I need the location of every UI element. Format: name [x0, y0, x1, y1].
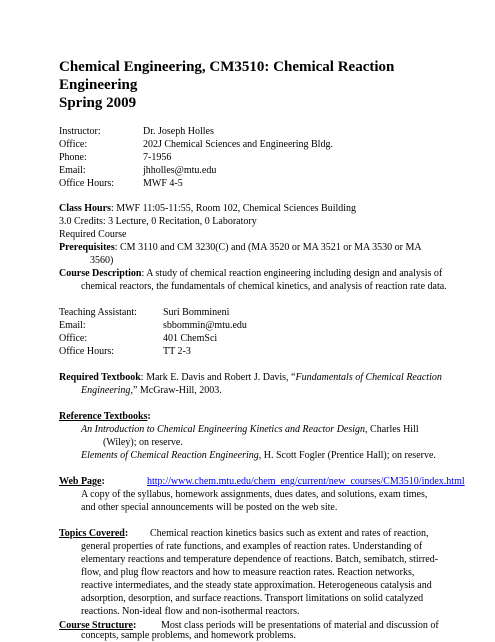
office-row: [59, 139, 333, 151]
ta-value: Suri Bommineni: [163, 307, 230, 318]
description-row: [59, 268, 442, 280]
reference-book-2-title: Elements of Chemical Reaction Engineering: [81, 450, 259, 461]
office-label: Office:: [59, 139, 88, 150]
web-page-colon: :: [101, 476, 105, 487]
ta-email-label: Email:: [59, 320, 86, 331]
reference-colon: :: [147, 411, 151, 422]
reference-heading: [59, 411, 151, 423]
phone-label: Phone:: [59, 152, 87, 163]
topics-line-7: reactions. Non-ideal flow and non-isothermal reactors.: [81, 606, 300, 617]
ta-label: Teaching Assistant:: [59, 307, 137, 318]
ta-row: [59, 307, 230, 319]
topics-colon: :: [124, 528, 129, 539]
reference-book-2: [81, 450, 436, 462]
title-line-1: Chemical Engineering, CM3510: Chemical Reaction Engineering: [59, 59, 395, 93]
structure-line-1: Most class periods will be presentations of material and discussion of: [161, 620, 439, 631]
document-title: [59, 58, 459, 112]
structure-colon: :: [132, 620, 137, 631]
office-value: 202J Chemical Sciences and Engineering Bldg.: [143, 139, 333, 150]
phone-row: [59, 152, 172, 164]
ta-email-value: sbbommin@mtu.edu: [163, 320, 247, 331]
description-label: Course Description: [59, 268, 142, 279]
web-page-label: Web Page: [59, 476, 102, 487]
topics-row: [59, 528, 429, 540]
textbook-title-b: Engineering: [81, 385, 131, 396]
ta-office-hours-row: [59, 346, 191, 358]
instructor-value: Dr. Joseph Holles: [143, 126, 214, 137]
instructor-label: Instructor:: [59, 126, 101, 137]
structure-line-2: concepts, sample problems, and homework problems.: [81, 630, 296, 641]
structure-label: Course Structure: [59, 620, 133, 631]
class-hours-row: [59, 203, 356, 215]
textbook-row: [59, 372, 442, 384]
textbook-text-a: : Mark E. Davis and Robert J. Davis, “: [140, 372, 296, 383]
textbook-label: Required Textbook: [59, 372, 141, 383]
reference-book-1-author: , Charles Hill: [365, 424, 419, 435]
topics-line-2: general properties of rate functions, and examples of reaction rates. Understanding of: [81, 541, 423, 552]
office-hours-row: [59, 178, 183, 190]
ta-office-hours-value: TT 2-3: [163, 346, 191, 357]
description-line-1: : A study of chemical reaction engineering including design and analysis of: [141, 268, 443, 279]
ta-office-hours-label: Office Hours:: [59, 346, 115, 357]
prerequisites-line-2: 3560): [90, 255, 114, 266]
topics-line-5: reactive intermediates, and the steady state approximation. Heterogeneous catalysis and: [81, 580, 432, 591]
web-page-line-2: and other special announcements will be posted on the web site.: [81, 502, 338, 513]
ta-office-label: Office:: [59, 333, 88, 344]
prerequisites-row: [59, 242, 422, 254]
reference-book-2-author: , H. Scott Fogler (Prentice Hall); on reserve.: [258, 450, 436, 461]
topics-line-6: adsorption, desorption, and surface reactions. Transport limitations on solid catalyzed: [81, 593, 424, 604]
phone-value: 7-1956: [143, 152, 172, 163]
ta-email-row: [59, 320, 247, 332]
topics-label: Topics Covered: [59, 528, 125, 539]
course-website-link[interactable]: http://www.chem.mtu.edu/chem_eng/current/new_courses/CM3510/index.html: [147, 476, 465, 487]
topics-line-1: Chemical reaction kinetics basics such as extent and rates of reaction,: [150, 528, 429, 539]
required-course-row: Required Course: [59, 229, 127, 240]
description-line-2: chemical reactors, the fundamentals of chemical kinetics, and analysis of reaction rate data.: [81, 281, 447, 292]
email-value: jhholles@mtu.edu: [143, 165, 217, 176]
reference-book-1: [81, 424, 419, 436]
title-line-2: Spring 2009: [59, 95, 137, 111]
topics-line-3: elementary reactions and temperature dependence of reactions. Batch, semibatch, stirred-: [81, 554, 439, 565]
reference-label: Reference Textbooks: [59, 411, 148, 422]
prerequisites-label: Prerequisites: [59, 242, 115, 253]
office-hours-value: MWF 4-5: [143, 178, 183, 189]
web-page-row: [59, 476, 465, 488]
textbook-publisher: ,” McGraw-Hill, 2003.: [130, 385, 222, 396]
web-page-line-1: A copy of the syllabus, homework assignments, dues dates, and solutions, exam times,: [81, 489, 428, 500]
class-hours-label: Class Hours: [59, 203, 111, 214]
email-label: Email:: [59, 165, 86, 176]
reference-book-1-title: An Introduction to Chemical Engineering Kinetics and Reactor Design: [81, 424, 366, 435]
textbook-title-a: Fundamentals of Chemical Reaction: [295, 372, 442, 383]
reference-book-1-line-2: (Wiley); on reserve.: [103, 437, 183, 448]
instructor-row: [59, 126, 214, 138]
office-hours-label: Office Hours:: [59, 178, 115, 189]
ta-office-value: 401 ChemSci: [163, 333, 218, 344]
email-row: [59, 165, 217, 177]
credits-row: 3.0 Credits: 3 Lecture, 0 Recitation, 0 Laboratory: [59, 216, 257, 227]
ta-office-row: [59, 333, 218, 345]
topics-line-4: flow, and plug flow reactors and how to measure reaction rates. Reaction networks,: [81, 567, 415, 578]
textbook-line-2: [81, 385, 222, 397]
prerequisites-line-1: : CM 3110 and CM 3230(C) and (MA 3520 or MA 3521 or MA 3530 or MA: [114, 242, 422, 253]
class-hours-value: : MWF 11:05-11:55, Room 102, Chemical Sciences Building: [110, 203, 357, 214]
